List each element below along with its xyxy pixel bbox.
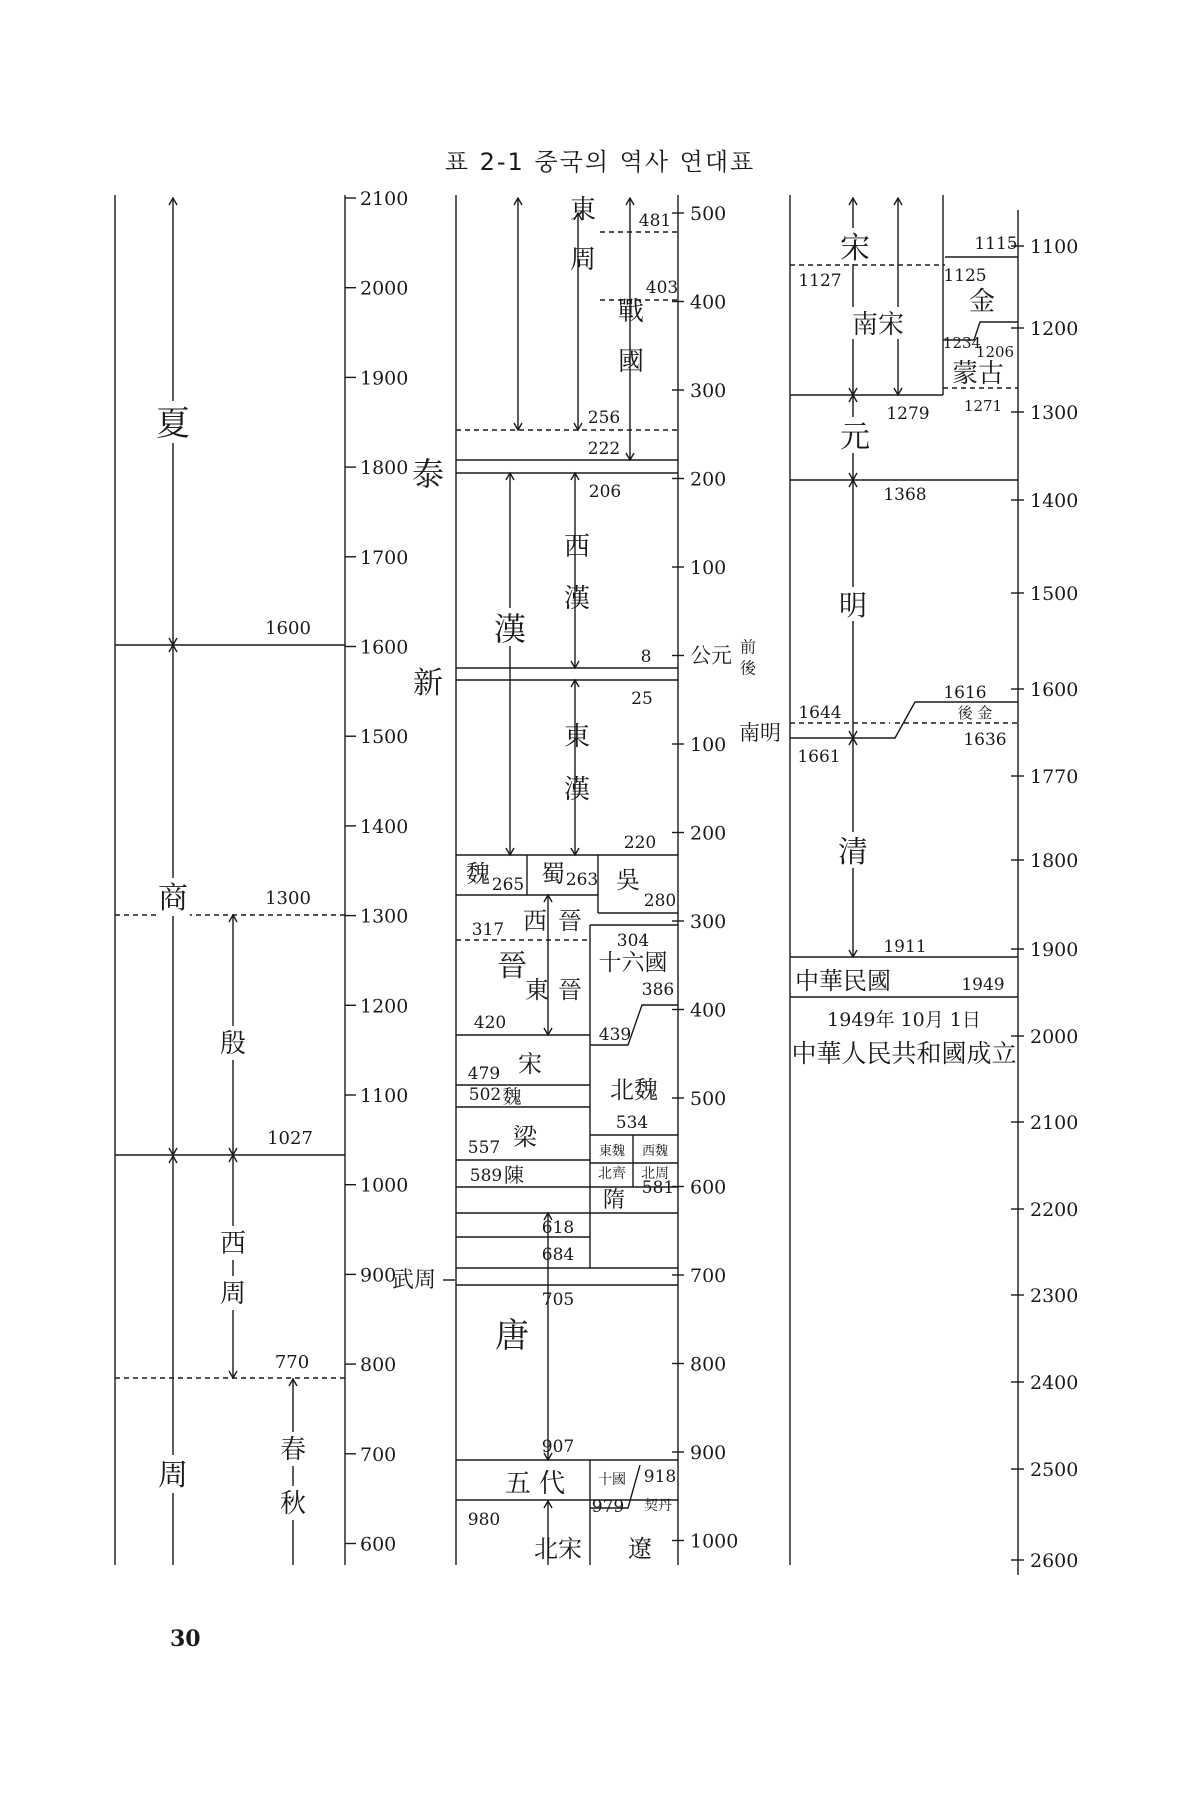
col2-tick-label: 100 (690, 734, 727, 756)
col3-period-6: 後 金 (957, 704, 993, 722)
col2-period-20: 魏 (502, 1086, 522, 1108)
col2-period-27: 隋 (602, 1188, 626, 1213)
col1-period-7: 秋 (279, 1489, 307, 1519)
col2-tick-label: 600 (690, 1176, 727, 1199)
col2-period-29: 五 代 (504, 1469, 566, 1499)
side-label-nanming: 南明 (739, 721, 781, 745)
col1-tick-label: 1900 (360, 367, 409, 390)
col2-date-684: 684 (541, 1245, 575, 1265)
col2-date-265: 265 (491, 875, 525, 895)
col2-period-1: 周 (569, 245, 597, 275)
col2-period-12: 西 (523, 907, 547, 935)
col3-tick-label: 2500 (1030, 1459, 1079, 1481)
col1-tick-label: 1400 (360, 815, 409, 838)
col3-date-1644: 1644 (798, 703, 842, 723)
col3-tick-label: 1400 (1030, 490, 1079, 512)
col1-date-1027: 1027 (267, 1128, 313, 1149)
col3-date-1661: 1661 (797, 747, 841, 767)
col1-tick-label: 1100 (360, 1085, 409, 1107)
col2-period-26: 陳 (504, 1163, 524, 1187)
col3-date-1368: 1368 (883, 485, 927, 505)
col3-date-1616: 1616 (943, 683, 987, 703)
col3-date-1636: 1636 (963, 730, 1007, 750)
side-label-wuzhou: 武周 (391, 1268, 437, 1293)
col2-period-33: 遼 (628, 1535, 652, 1563)
col2-tick-label: 公元 (690, 643, 732, 668)
col2-date-25: 25 (631, 689, 653, 709)
col2-tick-label: 800 (690, 1353, 727, 1376)
col2-period-10: 蜀 (541, 860, 565, 888)
col2-period-8: 漢 (563, 775, 591, 805)
col2-date-403: 403 (645, 278, 679, 298)
col1-period-0: 夏 (156, 404, 190, 444)
col1-tick-label: 1600 (360, 636, 409, 659)
col2-date-206: 206 (588, 482, 622, 502)
col1-period-6: 春 (279, 1435, 307, 1465)
col2-date-502: 502 (468, 1085, 502, 1105)
col3-date-1271: 1271 (963, 397, 1003, 415)
col3-date-1127: 1127 (798, 271, 842, 291)
col2-date-534: 534 (615, 1113, 649, 1133)
col3-period-0: 宋 (840, 231, 870, 266)
col2-tick-label: 400 (690, 999, 727, 1022)
col2-period-11: 吳 (616, 866, 640, 894)
col3-tick-label: 2100 (1030, 1112, 1079, 1134)
col2-date-256: 256 (587, 408, 621, 428)
col2-era-mark-before: 前 (739, 637, 757, 657)
col2-date-317: 317 (471, 920, 505, 940)
col2-period-0: 東 (569, 195, 597, 225)
col1-date-1300: 1300 (265, 888, 311, 909)
col1-tick-label: 900 (360, 1264, 397, 1287)
col2-tick-label: 400 (690, 291, 727, 314)
col2-tick-label: 500 (690, 203, 727, 225)
col2-date-263: 263 (565, 870, 599, 890)
col1-period-5: 周 (158, 1458, 188, 1493)
col1-period-2: 殷 (219, 1029, 247, 1059)
col2-period-6: 漢 (563, 584, 591, 614)
col2-period-31: 契丹 (644, 1498, 672, 1514)
col2-period-23: 西魏 (641, 1144, 669, 1159)
col2-tick-label: 300 (690, 911, 727, 933)
col2-date-386: 386 (641, 980, 675, 1000)
col2-tick-label: 200 (690, 822, 727, 845)
col1-period-4: 周 (219, 1279, 247, 1309)
col2-period-18: 宋 (518, 1050, 542, 1078)
col3-note-date: 1949年 10月 1日 (827, 1009, 981, 1031)
col1-tick-label: 800 (360, 1354, 397, 1377)
col3-tick-label: 2300 (1030, 1285, 1079, 1307)
col2-tick-label: 200 (690, 468, 727, 491)
col2-period-19: 北魏 (610, 1076, 658, 1104)
col2-period-3: 國 (617, 347, 645, 377)
col2-period-32: 北宋 (534, 1535, 582, 1563)
col3-date-1115: 1115 (974, 234, 1018, 254)
col2-period-2: 戰 (617, 297, 645, 327)
col2-period-25: 北周 (641, 1166, 669, 1182)
col2-period-7: 東 (563, 722, 591, 752)
col1-tick-label: 1300 (360, 905, 409, 928)
col3-tick-label: 1500 (1030, 583, 1079, 605)
col3-date-1911: 1911 (883, 937, 927, 957)
col3-date-1125: 1125 (943, 266, 987, 286)
col2-tick-label: 500 (690, 1088, 727, 1110)
col1-tick-label: 1800 (360, 457, 409, 480)
col2-period-15: 東 (525, 976, 549, 1004)
col1-tick-label: 2000 (360, 277, 409, 300)
col2-era-mark-after: 後 (739, 658, 757, 678)
col3-tick-label: 1100 (1030, 236, 1079, 258)
col3-period-1: 南宋 (851, 310, 905, 340)
col3-tick-label: 1300 (1030, 402, 1079, 424)
col1-tick-label: 1200 (360, 995, 409, 1018)
col3-date-1949: 1949 (961, 975, 1005, 995)
col3-tick-label: 2600 (1030, 1550, 1079, 1572)
col2-tick-label: 700 (690, 1265, 727, 1287)
col2-date-479: 479 (467, 1064, 501, 1084)
col1-period-1: 商 (158, 881, 188, 916)
col3-date-1234: 1234 (942, 334, 982, 352)
col2-tick-label: 900 (690, 1442, 727, 1464)
col3-tick-label: 1600 (1030, 679, 1079, 701)
col2-date-907: 907 (541, 1437, 575, 1457)
col2-date-581: 581 (641, 1178, 675, 1198)
col1-tick-label: 600 (360, 1533, 397, 1556)
col2-period-30: 十國 (598, 1472, 626, 1488)
col3-period-5: 明 (838, 589, 868, 622)
col2-date-8: 8 (640, 647, 652, 667)
col1-tick-label: 1700 (360, 546, 409, 569)
table-caption: 표 2-1 중국의 역사 연대표 (444, 148, 756, 176)
col2-date-222: 222 (587, 439, 621, 459)
col2-date-618: 618 (541, 1218, 575, 1238)
col2-date-705: 705 (541, 1290, 575, 1310)
col1-date-1600: 1600 (265, 618, 311, 639)
col2-date-918: 918 (643, 1467, 677, 1487)
col2-period-5: 漢 (493, 610, 527, 648)
col3-period-2: 金 (968, 287, 996, 317)
col2-date-220: 220 (623, 833, 657, 853)
col2-period-21: 梁 (513, 1123, 537, 1151)
col3-note-prc: 中華人民共和國成立 (791, 1039, 1017, 1068)
col3-tick-label: 1900 (1030, 939, 1079, 961)
col2-period-13: 晉 (558, 907, 582, 935)
col3-period-7: 清 (838, 835, 868, 870)
col2-tick-label: 300 (690, 380, 727, 402)
col2-period-28: 唐 (495, 1316, 529, 1356)
side-label-qin: 泰 (411, 455, 445, 493)
col1-tick-label: 1000 (360, 1174, 409, 1197)
col3-tick-label: 2000 (1030, 1026, 1079, 1048)
col3-tick-label: 2200 (1030, 1199, 1079, 1221)
col3-period-8: 中華民國 (795, 967, 891, 995)
col1-date-770: 770 (274, 1352, 310, 1373)
page-number: 30 (170, 1626, 201, 1652)
col1-tick-label: 2100 (360, 188, 409, 210)
col3-period-4: 元 (840, 420, 870, 455)
col2-period-16: 晉 (558, 976, 582, 1004)
col2-period-4: 西 (563, 532, 591, 562)
col2-date-280: 280 (643, 891, 677, 911)
col2-date-439: 439 (598, 1025, 632, 1045)
col2-date-304: 304 (616, 931, 650, 951)
col2-date-980: 980 (467, 1510, 501, 1530)
col3-period-3: 蒙古 (951, 359, 1005, 389)
col1-tick-label: 700 (360, 1443, 397, 1466)
col2-period-22: 東魏 (598, 1144, 626, 1159)
col2-date-979: 979 (591, 1497, 625, 1517)
col2-date-420: 420 (473, 1013, 507, 1033)
col3-tick-label: 2400 (1030, 1372, 1079, 1394)
col2-tick-label: 1000 (690, 1530, 739, 1553)
col1-tick-label: 1500 (360, 726, 409, 749)
col2-date-589: 589 (469, 1166, 503, 1186)
col2-tick-label: 100 (690, 557, 727, 579)
col1-period-3: 西 (219, 1229, 247, 1259)
col3-date-1206: 1206 (975, 343, 1015, 361)
col3-tick-label: 1200 (1030, 318, 1079, 340)
col2-period-9: 魏 (466, 860, 490, 888)
col2-date-481: 481 (638, 211, 672, 231)
side-label-xin: 新 (413, 666, 443, 701)
col3-tick-label: 1770 (1030, 766, 1079, 788)
col3-date-1279: 1279 (886, 404, 930, 424)
col2-period-24: 北齊 (598, 1166, 626, 1182)
col2-period-17: 十六國 (598, 950, 668, 976)
col2-period-14: 晉 (497, 949, 527, 984)
col3-tick-label: 1800 (1030, 850, 1079, 872)
col2-date-557: 557 (467, 1138, 501, 1158)
